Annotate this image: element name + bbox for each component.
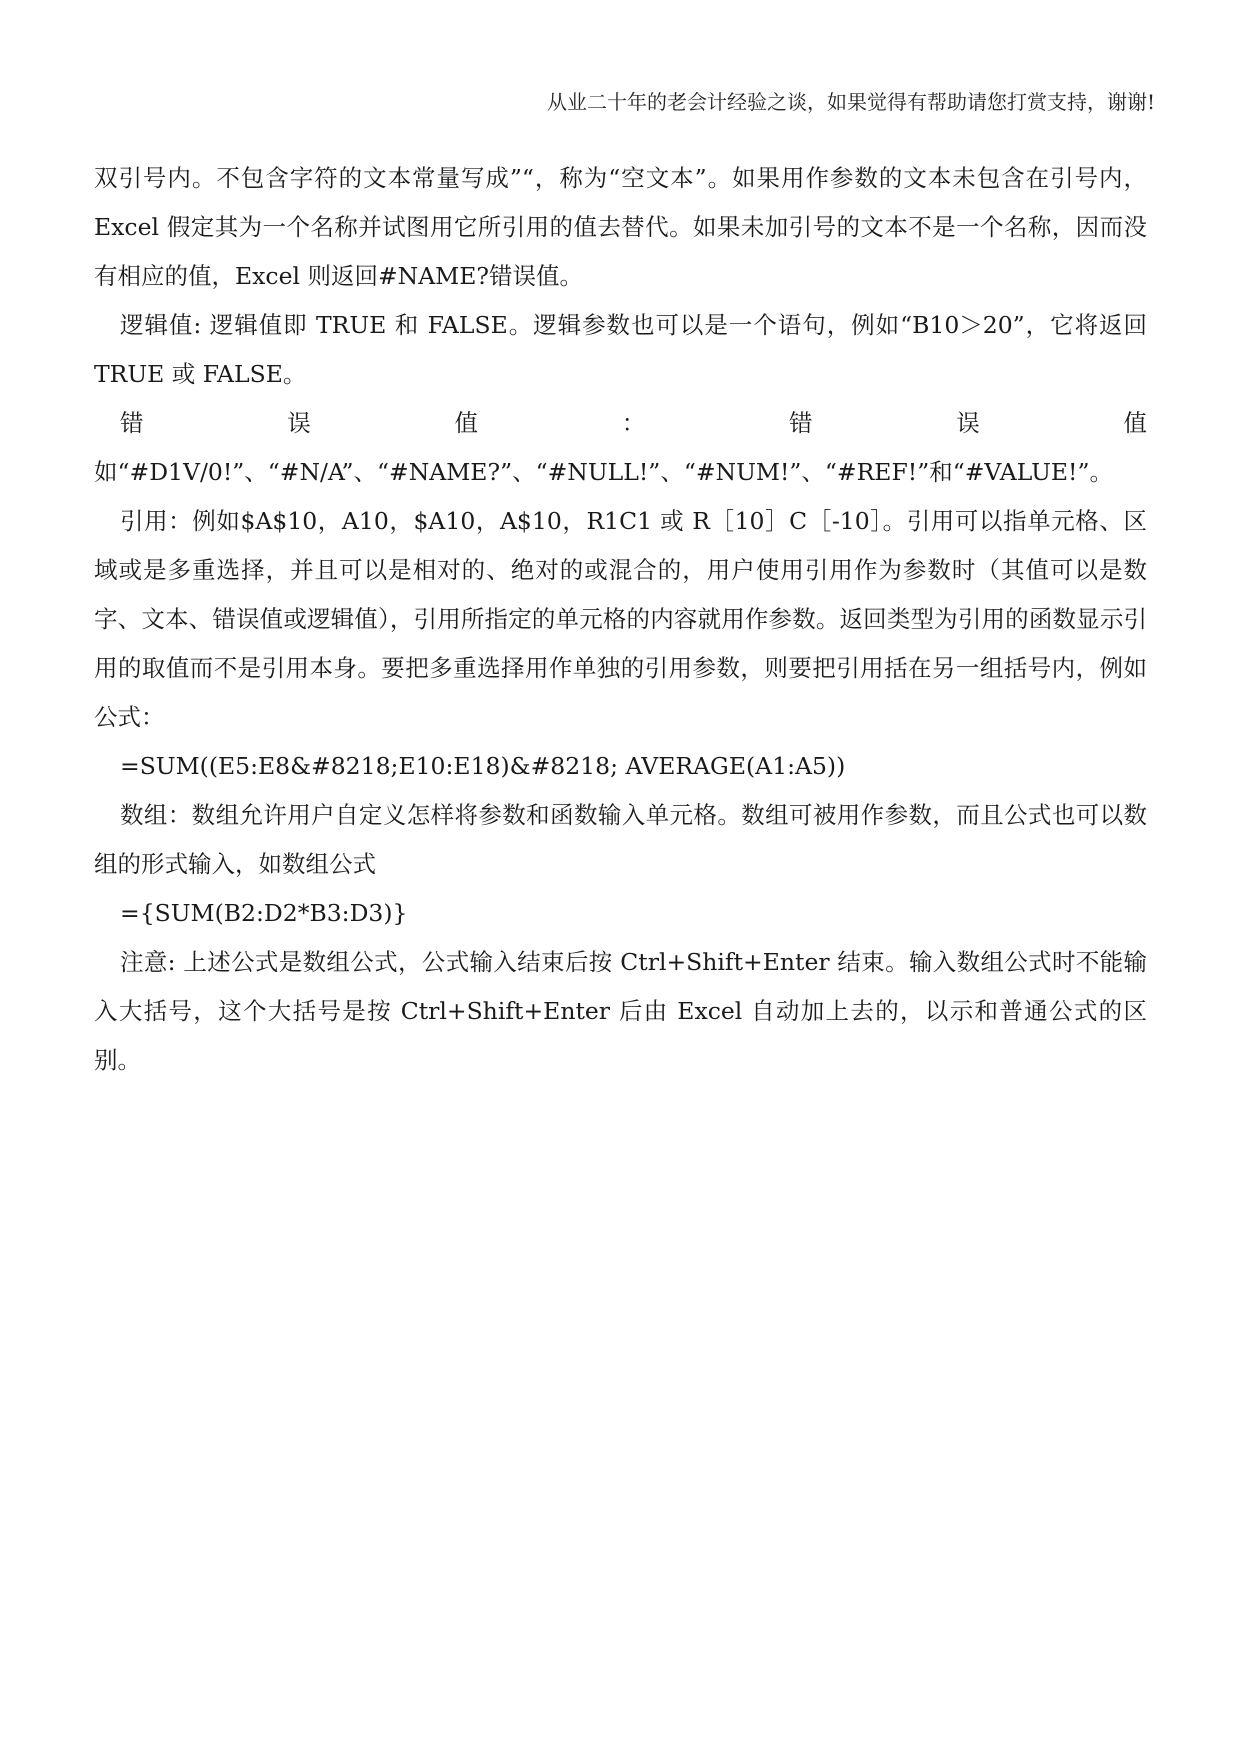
formula-array-sum: ={SUM(B2:D2*B3:D3)}: [120, 899, 408, 927]
document-body: [94, 154, 1147, 1085]
paragraph-error-value: 错误值：错误值如“#D1V/0!”、“#N/A”、“#NAME?”、“#NULL!”、“#NUM!”、“#REF!”和“#VALUE!”。: [94, 409, 1147, 486]
paragraph-note: 注意: 上述公式是数组公式，公式输入结束后按 Ctrl+Shift+Enter 结束。输入数组公式时不能输入大括号，这个大括号是按 Ctrl+Shift+Enter 后由 Excel 自动加上去的，以示和普通公式的区别。: [94, 948, 1147, 1074]
paragraph-array: 数组：数组允许用户自定义怎样将参数和函数输入单元格。数组可被用作参数，而且公式也可以数组的形式输入，如数组公式: [94, 801, 1147, 878]
paragraph-reference: 引用：例如$A$10，A10，$A10，A$10，R1C1 或 R［10］C［-10］。引用可以指单元格、区域或是多重选择，并且可以是相对的、绝对的或混合的，用户使用引用作为参数时（其值可以是数字、文本、错误值或逻辑值），引用所指定的单元格的内容就用作参数。返回类型为引用的函数显示引用的取值而不是引用本身。要把多重选择用作单独的引用参数，则要把引用括在另一组括号内，例如公式：: [94, 507, 1147, 731]
header-note: 从业二十年的老会计经验之谈，如果觉得有帮助请您打赏支持，谢谢!: [546, 90, 1155, 114]
paragraph-logical-value: 逻辑值: 逻辑值即 TRUE 和 FALSE。逻辑参数也可以是一个语句，例如“B10＞20”，它将返回 TRUE 或 FALSE。: [94, 311, 1147, 388]
formula-sum-average: =SUM((E5:E8&#8218;E10:E18)&#8218; AVERAGE(A1:A5)): [120, 752, 846, 780]
paragraph-empty-text: 双引号内。不包含字符的文本常量写成”“，称为“空文本”。如果用作参数的文本未包含在引号内，Excel 假定其为一个名称并试图用它所引用的值去替代。如果未加引号的文本不是一个名称，因而没有相应的值，Excel 则返回#NAME?错误值。: [94, 164, 1147, 290]
